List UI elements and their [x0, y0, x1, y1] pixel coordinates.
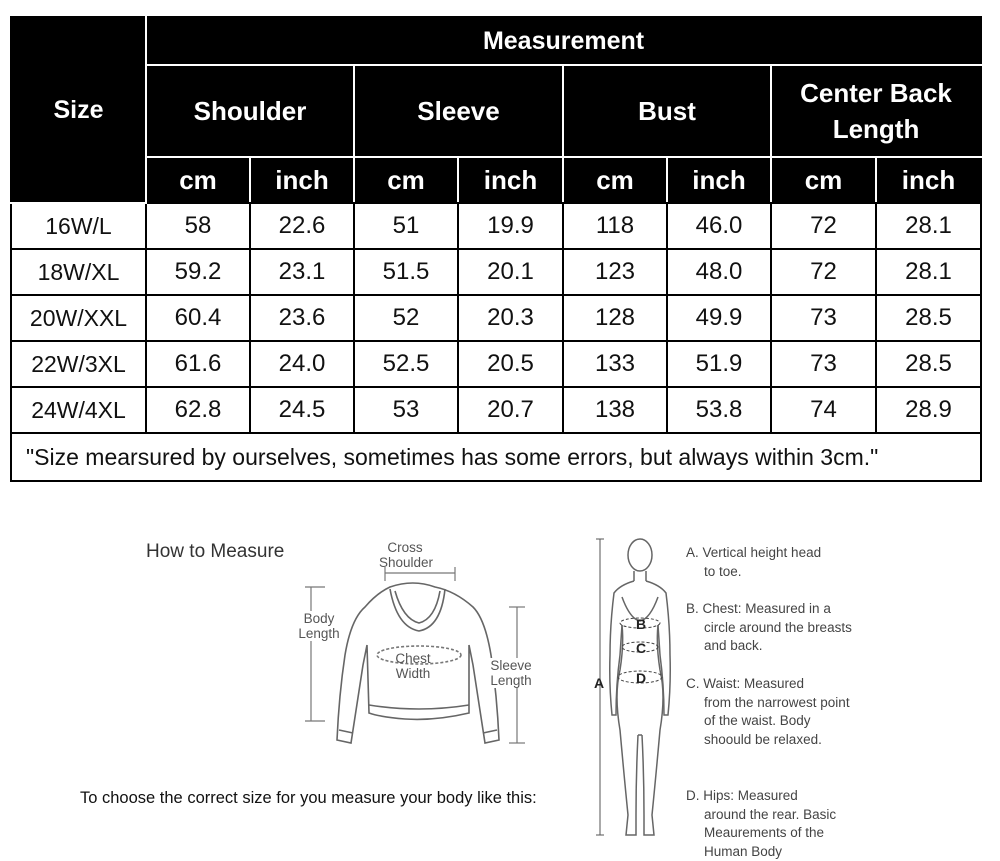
- human-body-figure-icon: [590, 535, 680, 855]
- size-cell: 24W/4XL: [11, 387, 146, 433]
- definition-d: D. Hips: Measured around the rear. Basic Meaurements of the Human Body: [686, 788, 837, 859]
- table-cell: 118: [563, 203, 667, 249]
- table-cell: 52: [354, 295, 458, 341]
- table-cell: 24.5: [250, 387, 354, 433]
- unit-header: inch: [876, 157, 981, 203]
- size-cell: 16W/L: [11, 203, 146, 249]
- table-cell: 53.8: [667, 387, 771, 433]
- sleeve-length-label: Sleeve Length: [484, 658, 538, 688]
- definition-b: B. Chest: Measured in a circle around the breasts and back.: [686, 601, 852, 653]
- size-cell: 18W/XL: [11, 249, 146, 295]
- table-cell: 28.1: [876, 203, 981, 249]
- unit-header: inch: [458, 157, 563, 203]
- bust-header: Bust: [563, 65, 771, 157]
- table-cell: 51.9: [667, 341, 771, 387]
- table-cell: 51.5: [354, 249, 458, 295]
- sleeve-header: Sleeve: [354, 65, 563, 157]
- table-cell: 53: [354, 387, 458, 433]
- definition-a: A. Vertical height head to toe.: [686, 545, 822, 579]
- center-back-length-header: Center Back Length: [771, 65, 981, 157]
- size-cell: 22W/3XL: [11, 341, 146, 387]
- table-cell: 61.6: [146, 341, 250, 387]
- table-row: [11, 249, 981, 295]
- unit-header: cm: [146, 157, 250, 203]
- chest-width-label: Chest Width: [395, 651, 431, 681]
- table-cell: 60.4: [146, 295, 250, 341]
- table-cell: 73: [771, 341, 876, 387]
- unit-header: inch: [667, 157, 771, 203]
- table-cell: 19.9: [458, 203, 563, 249]
- table-cell: 72: [771, 249, 876, 295]
- table-row: [11, 341, 981, 387]
- table-row: [11, 295, 981, 341]
- how-to-measure-title: How to Measure: [146, 541, 285, 562]
- table-cell: 28.5: [876, 295, 981, 341]
- table-cell: 49.9: [667, 295, 771, 341]
- table-cell: 28.1: [876, 249, 981, 295]
- table-cell: 20.7: [458, 387, 563, 433]
- table-cell: 128: [563, 295, 667, 341]
- table-cell: 28.9: [876, 387, 981, 433]
- table-cell: 133: [563, 341, 667, 387]
- measurement-header: Measurement: [146, 17, 981, 65]
- table-cell: 51: [354, 203, 458, 249]
- table-cell: 72: [771, 203, 876, 249]
- figure-letter-b: B: [636, 616, 647, 632]
- table-cell: 20.3: [458, 295, 563, 341]
- table-cell: 73: [771, 295, 876, 341]
- unit-header: cm: [771, 157, 876, 203]
- body-length-label: Body Length: [292, 611, 346, 641]
- table-cell: 46.0: [667, 203, 771, 249]
- table-cell: 23.6: [250, 295, 354, 341]
- table-row: [11, 203, 981, 249]
- unit-header: cm: [563, 157, 667, 203]
- figure-letter-c: C: [636, 640, 647, 656]
- figure-letter-a: A: [594, 675, 605, 691]
- table-cell: 22.6: [250, 203, 354, 249]
- shoulder-header: Shoulder: [146, 65, 354, 157]
- table-cell: 48.0: [667, 249, 771, 295]
- table-cell: 58: [146, 203, 250, 249]
- table-cell: 123: [563, 249, 667, 295]
- definition-c: C. Waist: Measured from the narrowest point of the waist. Body shoould be relaxed.: [686, 676, 850, 747]
- size-chart-table: [10, 16, 982, 482]
- table-cell: 20.5: [458, 341, 563, 387]
- unit-header: cm: [354, 157, 458, 203]
- size-note: "Size mearsured by ourselves, sometimes has some errors, but always within 3cm.": [11, 433, 981, 481]
- table-cell: 59.2: [146, 249, 250, 295]
- figure-letter-d: D: [636, 670, 647, 686]
- size-cell: 20W/XXL: [11, 295, 146, 341]
- table-cell: 23.1: [250, 249, 354, 295]
- table-cell: 74: [771, 387, 876, 433]
- table-cell: 24.0: [250, 341, 354, 387]
- table-cell: 138: [563, 387, 667, 433]
- size-header: Size: [11, 17, 146, 203]
- table-cell: 52.5: [354, 341, 458, 387]
- choose-size-instruction: To choose the correct size for you measure your body like this:: [80, 789, 537, 807]
- unit-header: inch: [250, 157, 354, 203]
- table-cell: 62.8: [146, 387, 250, 433]
- cross-shoulder-label: Cross Shoulder: [379, 540, 434, 570]
- table-cell: 20.1: [458, 249, 563, 295]
- table-cell: 28.5: [876, 341, 981, 387]
- table-row: [11, 387, 981, 433]
